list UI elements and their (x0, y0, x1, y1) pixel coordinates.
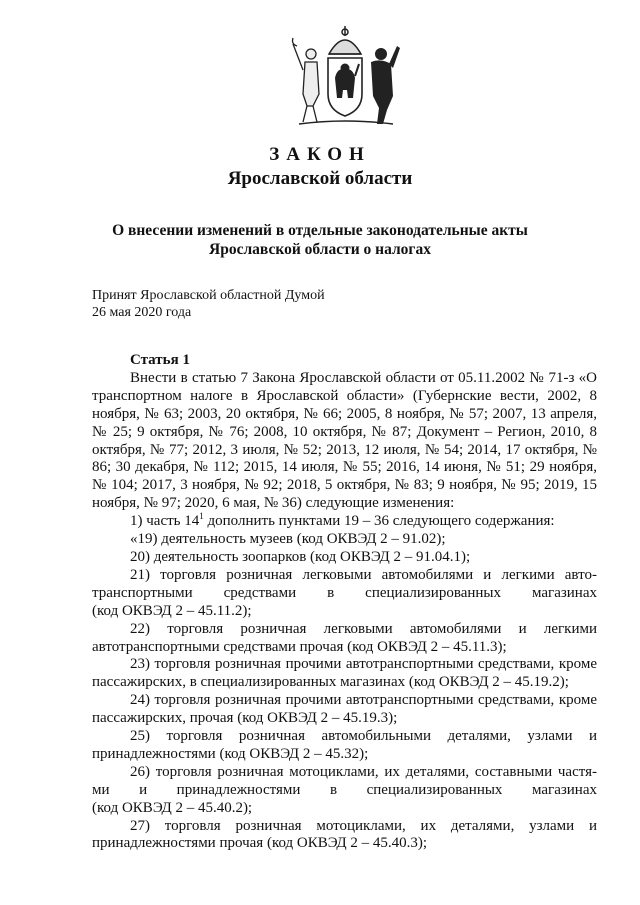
adoption-note (92, 287, 325, 321)
law-title: ЗАКОН (269, 144, 371, 165)
subject-line-2: Ярославской области о налогах (209, 241, 431, 258)
list-item-26-line-1: 26) торговля розничная мотоциклами, их деталями, составными частя- (130, 763, 597, 780)
article-intro: Внести в статью 7 Закона Ярославской области от 05.11.2002 № 71-з «О транспортном налоге в Ярославской области» (Губернские вести, 2002, 8 ноября, № 63; 2003, 20 октября, № 66; 2005, 8 ноября, № 57; 2007, 13 апреля, № 25; 9 октября, № 76; 2008, 10 октября, № 87; Документ – Регион, 2010, 8 октября, № 77; 2012, 3 июля, № 52; 2013, 12 июля, № 54; 2014, 17 октября, № 86; 30 декабря, № 112; 2015, 14 июля, № 55; 2016, 14 июня, № 51; 29 ноября, № 104; 2017, 3 ноября, № 92; 2018, 5 октября, № 83; 9 ноября, № 95; 2019, 15 ноября, № 97; 2020, 6 мая, № 36) следующие изменения: (92, 369, 597, 512)
region-title: Ярославской области (227, 168, 413, 189)
list-item: 25) торговля розничная автомобильными деталями, узлами и принадлежностями (код ОКВЭД 2 – 45.32); (92, 728, 597, 762)
item-1-text-end: дополнить пунктами 19 – 36 следующего содержания: (203, 513, 555, 530)
adoption-date: 26 мая 2020 года (92, 305, 192, 320)
item-1-text: 1) часть 14 (130, 513, 200, 530)
item-1-superscript: 1 (199, 511, 204, 522)
list-item: 23) торговля розничная прочими автотранспортными средствами, кроме пассажирских, в специализированных магазинах (код ОКВЭД 2 – 45.19.2); (92, 656, 597, 691)
list-item: 20) деятельность зоопарков (код ОКВЭД 2 – 91.04.1); (130, 548, 471, 565)
list-item: 27) торговля розничная мотоциклами, их деталями, узлами и принадлежностями прочая (код ОКВЭД 2 – 45.40.3); (92, 817, 597, 852)
list-item: «19) деятельность музеев (код ОКВЭД 2 – 91.02); (130, 531, 446, 548)
list-item (92, 513, 597, 531)
list-item-26-line-2: ми и принадлежностями в специализированных магазинах (92, 781, 597, 798)
list-item-21-line-1: 21) торговля розничная легковыми автомобилями и легкими авто- (130, 566, 597, 583)
yaroslavl-coat-of-arms-icon (285, 24, 405, 132)
list-item-26-line-3: (код ОКВЭД 2 – 45.40.2); (92, 799, 253, 816)
list-item: 24) торговля розничная прочими автотранспортными средствами, кроме пассажирских, прочая (код ОКВЭД 2 – 45.19.3); (92, 692, 597, 727)
list-item-21-line-3: (код ОКВЭД 2 – 45.11.2); (92, 602, 252, 619)
list-item-21-line-2: транспортными средствами в специализированных магазинах (92, 584, 597, 601)
list-item: 22) торговля розничная легковыми автомобилями и легкими автотранспортными средствами прочая (код ОКВЭД 2 – 45.11.3); (92, 620, 597, 655)
subject-line-1: О внесении изменений в отдельные законодательные акты (112, 222, 528, 239)
article-body (92, 352, 597, 853)
adoption-line-1: Принят Ярославской областной Думой (92, 288, 325, 303)
article-heading: Статья 1 (130, 352, 190, 368)
